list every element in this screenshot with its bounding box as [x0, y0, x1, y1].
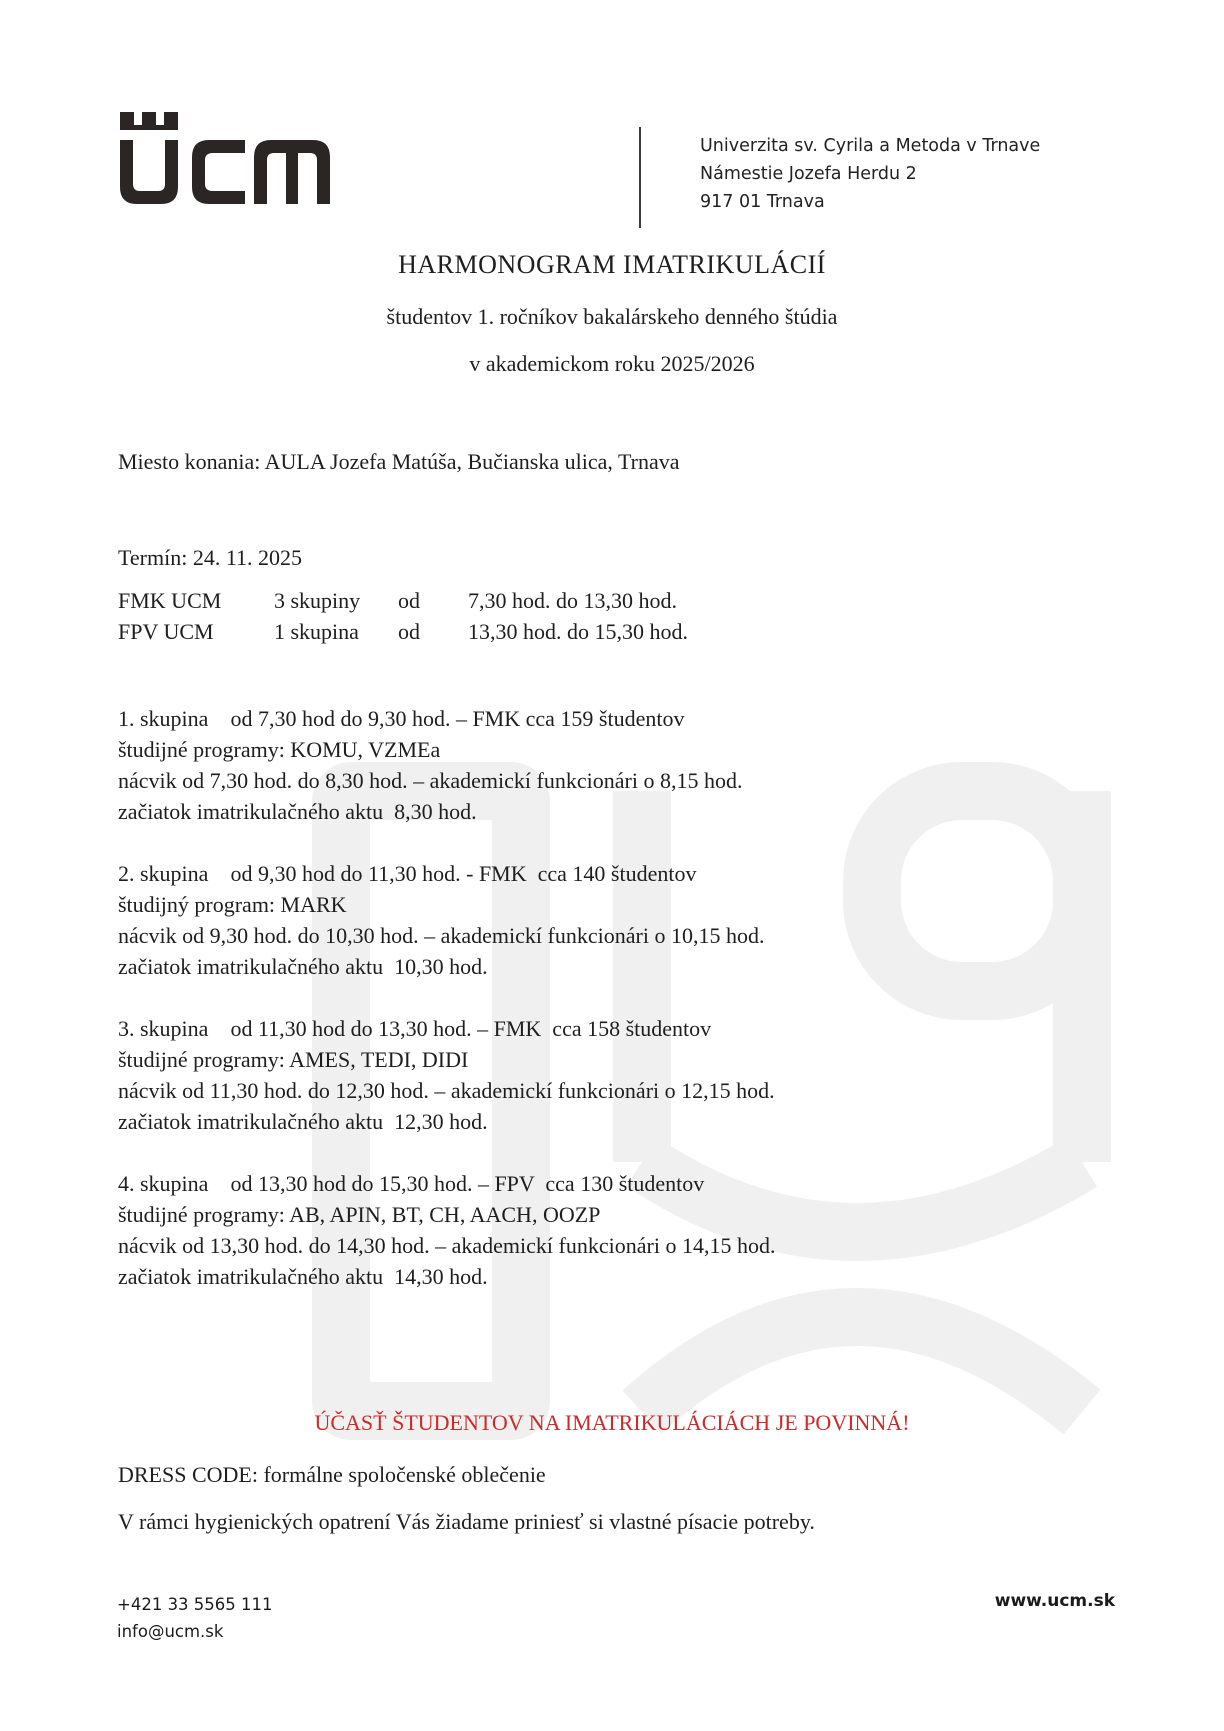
- footer-phone: +421 33 5565 111: [117, 1595, 273, 1614]
- venue: Miesto konania: AULA Jozefa Matúša, Bučianska ulica, Trnava: [118, 449, 680, 474]
- mandatory-notice: ÚČASŤ ŠTUDENTOV NA IMATRIKULÁCIÁCH JE POVINNÁ!: [314, 1410, 910, 1435]
- group-block-3: [118, 1013, 775, 1137]
- academic-year: v akademickom roku 2025/2026: [469, 351, 755, 376]
- document-title: HARMONOGRAM IMATRIKULÁCIÍ: [398, 250, 826, 279]
- group-block-1: [118, 703, 742, 827]
- address-line-street: Námestie Jozefa Herdu 2: [700, 164, 917, 184]
- document-subtitle: študentov 1. ročníkov bakalárskeho denného štúdia: [386, 304, 838, 329]
- university-address: [700, 132, 1040, 216]
- group-block-2: [118, 858, 764, 982]
- group-programs: študijné programy: AMES, TEDI, DIDI: [118, 1047, 469, 1072]
- summary-faculty: FPV UCM: [118, 619, 214, 644]
- group-start: začiatok imatrikulačného aktu 10,30 hod.: [118, 954, 488, 979]
- group-rehearsal: nácvik od 9,30 hod. do 10,30 hod. – akademickí funkcionári o 10,15 hod.: [118, 923, 765, 948]
- group-rehearsal: nácvik od 7,30 hod. do 8,30 hod. – akademickí funkcionári o 8,15 hod.: [118, 768, 743, 793]
- group-programs: študijné programy: KOMU, VZMEa: [118, 737, 441, 762]
- group-start: začiatok imatrikulačného aktu 8,30 hod.: [118, 799, 477, 824]
- summary-faculty: FMK UCM: [118, 588, 222, 613]
- summary-time: 7,30 hod. do 13,30 hod.: [468, 588, 677, 613]
- group-block-4: [118, 1168, 775, 1292]
- dress-code: DRESS CODE: formálne spoločenské oblečenie: [118, 1462, 546, 1487]
- summary-groups: 3 skupiny: [274, 588, 361, 613]
- summary-time: 13,30 hod. do 15,30 hod.: [468, 619, 688, 644]
- address-line-name: Univerzita sv. Cyrila a Metoda v Trnave: [700, 136, 1041, 156]
- event-date: Termín: 24. 11. 2025: [118, 545, 303, 570]
- group-heading: 2. skupina od 9,30 hod do 11,30 hod. - FMK cca 140 študentov: [118, 861, 697, 886]
- footer-contact: [117, 1591, 273, 1645]
- group-rehearsal: nácvik od 11,30 hod. do 12,30 hod. – akademickí funkcionári o 12,15 hod.: [118, 1078, 775, 1103]
- summary-od: od: [398, 619, 420, 644]
- group-programs: študijný program: MARK: [118, 892, 347, 917]
- group-heading: 1. skupina od 7,30 hod do 9,30 hod. – FMK cca 159 študentov: [118, 706, 685, 731]
- address-line-city: 917 01 Trnava: [700, 192, 825, 212]
- group-heading: 3. skupina od 11,30 hod do 13,30 hod. – FMK cca 158 študentov: [118, 1016, 712, 1041]
- header-divider: [639, 127, 641, 228]
- summary-od: od: [398, 588, 420, 613]
- group-start: začiatok imatrikulačného aktu 12,30 hod.: [118, 1109, 488, 1134]
- footer-email[interactable]: info@ucm.sk: [117, 1622, 224, 1641]
- hygiene-note: V rámci hygienických opatrení Vás žiadame priniesť si vlastné písacie potreby.: [118, 1509, 815, 1534]
- group-rehearsal: nácvik od 13,30 hod. do 14,30 hod. – akademickí funkcionári o 14,15 hod.: [118, 1233, 776, 1258]
- group-start: začiatok imatrikulačného aktu 14,30 hod.: [118, 1264, 488, 1289]
- ucm-logo: [120, 112, 330, 204]
- group-programs: študijné programy: AB, APIN, BT, CH, AACH, OOZP: [118, 1202, 601, 1227]
- footer-website[interactable]: www.ucm.sk: [994, 1591, 1115, 1611]
- group-heading: 4. skupina od 13,30 hod do 15,30 hod. – FPV cca 130 študentov: [118, 1171, 705, 1196]
- summary-groups: 1 skupina: [274, 619, 359, 644]
